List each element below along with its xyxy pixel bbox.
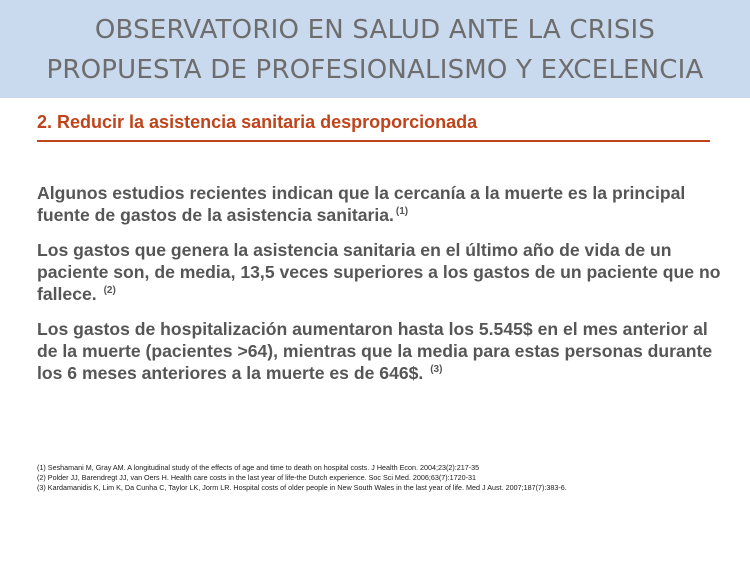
- paragraph-3: [37, 318, 727, 384]
- paragraph-1: [37, 182, 727, 226]
- paragraph-1-text: Algunos estudios recientes indican que la cercanía a la muerte es la principal fuente de gastos de la asistencia sanitaria.: [37, 183, 686, 225]
- reference-3: (3) Kardamanidis K, Lim K, Da Cunha C, Taylor LK, Jorm LR. Hospital costs of older people in New South Wales in the last year of life. Med J Aust. 2007;187(7):383-6.: [37, 483, 567, 492]
- section-divider: [37, 140, 710, 142]
- paragraph-3-note: (3): [430, 364, 443, 376]
- paragraph-1-note: (1): [395, 206, 409, 218]
- paragraph-2: [37, 239, 727, 305]
- paragraph-3-text: Los gastos de hospitalización aumentaron hasta los 5.545$ en el mes anterior al de la muerte (pacientes >64), mientras que la media para estas personas durante los 6 meses anteriores a la muerte es de 646$.: [37, 319, 713, 383]
- references: [37, 463, 737, 493]
- title-line-1: OBSERVATORIO EN SALUD ANTE LA CRISIS: [94, 15, 656, 45]
- reference-2: (2) Polder JJ, Barendregt JJ, van Oers H. Health care costs in the last year of life-the Dutch experience. Soc Sci Med. 2006;63(7):1720-31: [37, 473, 477, 482]
- paragraph-2-text: Los gastos que genera la asistencia sanitaria en el último año de vida de un paciente son, de media, 13,5 veces superiores a los gastos de un paciente que no fallece.: [37, 240, 721, 304]
- paragraph-2-note: (2): [103, 285, 116, 297]
- reference-1: (1) Seshamani M, Gray AM. A longitudinal study of the effects of age and time to death on hospital costs. J Health Econ. 2004;23(2):217-35: [37, 463, 480, 472]
- title-line-2: PROPUESTA DE PROFESIONALISMO Y EXCELENCIA: [46, 55, 704, 85]
- header-band: [0, 0, 750, 98]
- section-heading: 2. Reducir la asistencia sanitaria desproporcionada: [37, 112, 478, 132]
